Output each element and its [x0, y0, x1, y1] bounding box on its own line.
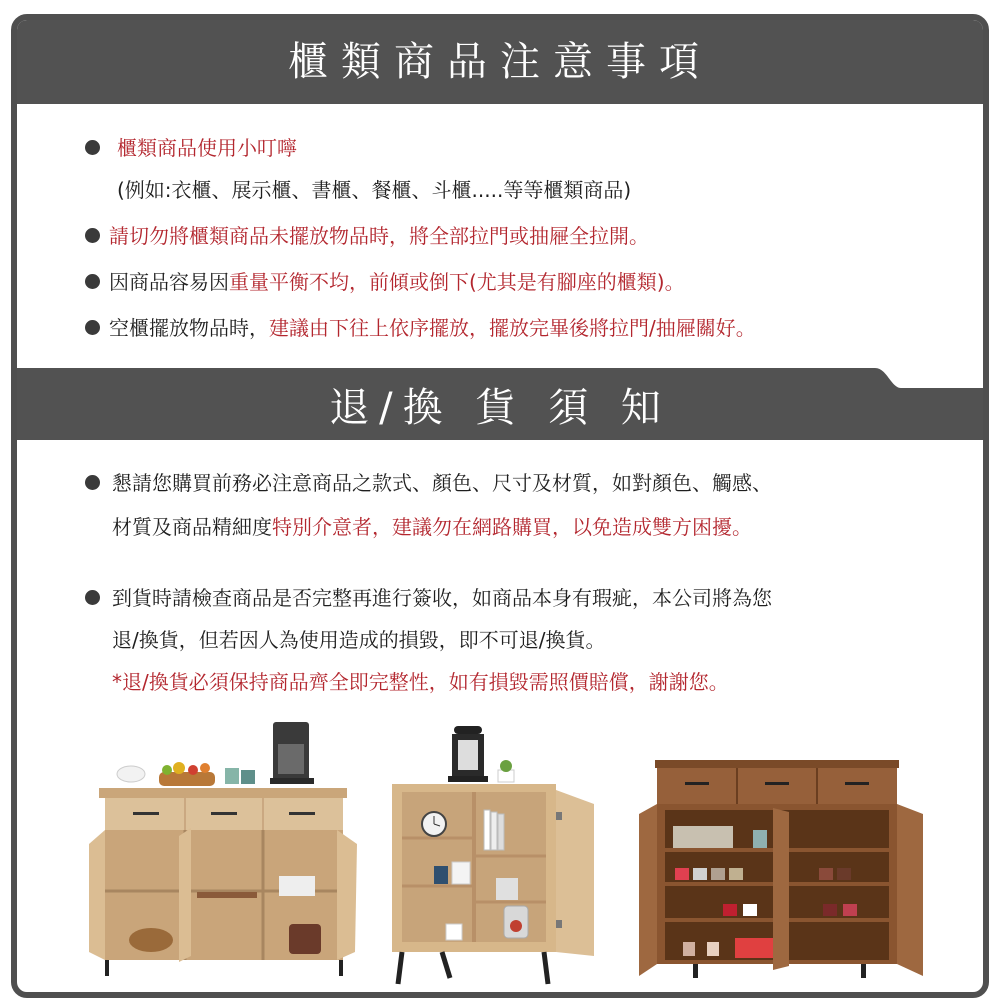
oak-sideboard-photo — [75, 716, 357, 978]
warning-drawers-text: 請切勿將櫃類商品未擺放物品時，將全部拉門或抽屜全拉開。 — [109, 224, 649, 248]
return-condition-note: *退/換貨必須保持商品齊全即完整性，如有損毀需照價賠償，謝謝您。 — [112, 670, 729, 694]
purchase-notice-line1: 懇請您購買前務必注意商品之款式、顏色、尺寸及材質，如對顏色、觸感、 — [112, 471, 772, 495]
delivery-check-line2: 退/換貨，但若因人為使用造成的損毀，即不可退/換貨。 — [112, 628, 606, 652]
oak-display-cabinet-photo — [372, 720, 612, 986]
purchase-notice-highlight: 特別介意者，建議勿在網路購買，以免造成雙方困擾。 — [272, 515, 752, 539]
delivery-check-line1: 到貨時請檢查商品是否完整再進行簽收，如商品本身有瑕疵，本公司將為您 — [112, 586, 772, 610]
loading-order-highlight: 建議由下往上依序擺放，擺放完畢後將拉門/抽屜關好。 — [269, 316, 756, 340]
walnut-shoe-cabinet-photo — [623, 756, 943, 980]
section1-title: 櫃類商品注意事項 — [288, 39, 712, 85]
purchase-notice-prefix: 材質及商品精細度 — [112, 515, 272, 539]
tipping-warning-highlight: 重量平衡不均，前傾或倒下(尤其是有腳座的櫃類)。 — [229, 270, 685, 294]
loading-order-tip — [109, 315, 756, 341]
purchase-notice-line2 — [112, 514, 752, 540]
bullet-icon — [85, 228, 100, 243]
cabinet-examples-text: (例如:衣櫃、展示櫃、書櫃、餐櫃、斗櫃.....等等櫃類商品) — [117, 178, 632, 202]
bullet-icon — [85, 320, 100, 335]
tipping-warning-prefix: 因商品容易因 — [109, 270, 229, 294]
notice-frame — [11, 14, 989, 998]
tipping-warning — [109, 269, 685, 295]
bullet-icon — [85, 475, 100, 490]
cabinet-tips-heading: 櫃類商品使用小叮嚀 — [117, 136, 297, 160]
bullet-icon — [85, 274, 100, 289]
bullet-icon — [85, 590, 100, 605]
bullet-icon — [85, 140, 100, 155]
loading-order-prefix: 空櫃擺放物品時， — [109, 316, 269, 340]
section2-title: 退/換 貨 須 知 — [329, 385, 671, 431]
